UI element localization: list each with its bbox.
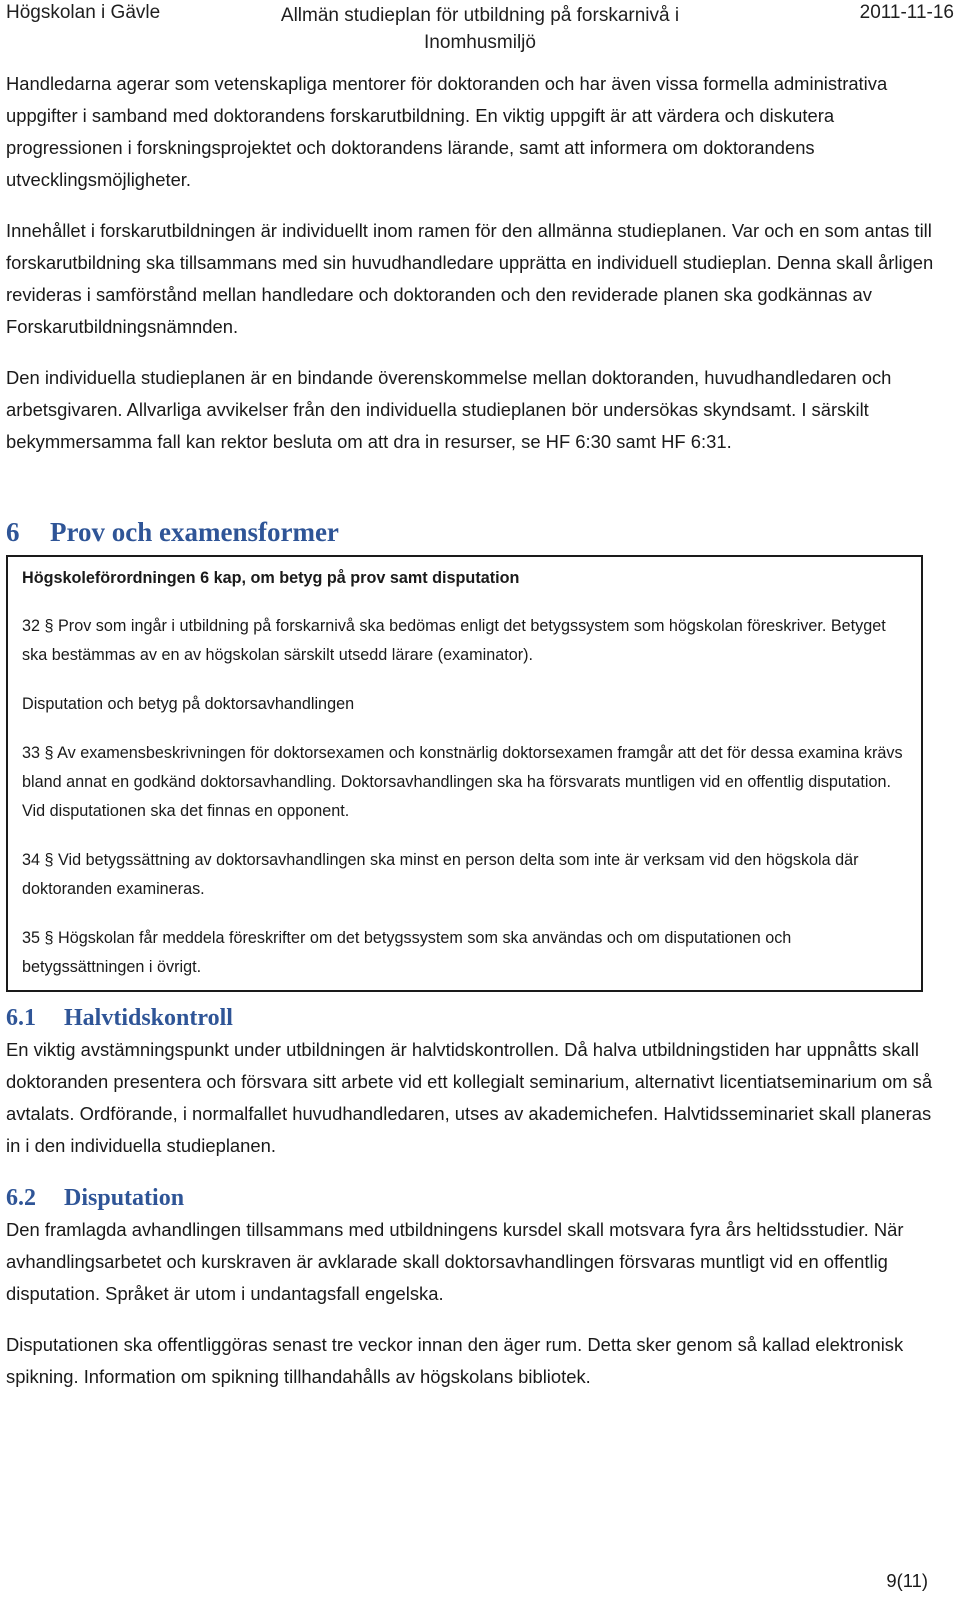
document-body <box>6 68 941 1412</box>
subsection-number: 6.2 <box>6 1185 36 1211</box>
header-document-title: Allmän studieplan för utbildning på forskarnivå i Inomhusmiljö <box>280 5 680 53</box>
body-paragraph: Den framlagda avhandlingen tillsammans med utbildningens kursdel skall motsvara fyra års heltidsstudier. När avhandlingsarbetet och kurskraven är avklarade skall doktorsavhandlingen försvaras muntligt vid en offentlig disputation. Språket är utom i undantagsfall engelska. <box>6 1219 904 1304</box>
regulation-subheading: Disputation och betyg på doktorsavhandlingen <box>22 695 355 713</box>
regulation-paragraph: 34 § Vid betygssättning av doktorsavhandlingen ska minst en person delta som inte är verksam vid den högskola där doktoranden examineras. <box>22 851 859 898</box>
page-number: 9(11) <box>886 1570 928 1591</box>
regulation-box <box>6 555 923 992</box>
regulation-paragraph: 33 § Av examensbeskrivningen för doktorsexamen och konstnärlig doktorsexamen framgår att det för dessa examina krävs bland annat en godkänd doktorsavhandling. Doktorsavhandlingen ska ha försvarats muntligen vid en offentlig disputation. Vid disputationen ska det finnas en opponent. <box>22 744 903 820</box>
intro-paragraph: Innehållet i forskarutbildningen är individuellt inom ramen för den allmänna studieplanen. Var och en som antas till forskarutbildning ska tillsammans med sin huvudhandledare upprätta en individuell studieplan. Denna skall årligen revideras i samförstånd mellan handledare och doktoranden och den reviderade planen ska godkännas av Forskarutbildningsnämnden. <box>6 220 934 337</box>
section-heading <box>6 514 941 550</box>
subsection-title: Disputation <box>64 1185 185 1211</box>
section-number: 6 <box>6 517 20 547</box>
page-header <box>0 0 960 56</box>
header-date: 2011-11-16 <box>859 2 954 23</box>
subsection-title: Halvtidskontroll <box>64 1005 233 1031</box>
body-paragraph: Disputationen ska offentliggöras senast tre veckor innan den äger rum. Detta sker genom så kallad elektronisk spikning. Information om spikning tillhandahålls av högskolans bibliotek. <box>6 1334 904 1387</box>
section-title: Prov och examensformer <box>50 517 339 547</box>
intro-paragraph: Den individuella studieplanen är en bindande överenskommelse mellan doktoranden, huvudhandledaren och arbetsgivaren. Allvarliga avvikelser från den individuella studieplanen bör undersökas skyndsamt. I särskilt bekymmersamma fall kan rektor besluta om att dra in resurser, se HF 6:30 samt HF 6:31. <box>6 367 892 452</box>
regulation-paragraph: 32 § Prov som ingår i utbildning på forskarnivå ska bedömas enligt det betygssystem som högskolan föreskriver. Betyget ska bestämmas av en av högskolan särskilt utsedd lärare (examinator). <box>22 617 886 664</box>
body-paragraph: En viktig avstämningspunkt under utbildningen är halvtidskontrollen. Då halva utbildningstiden har uppnåtts skall doktoranden presentera och försvara sitt arbete vid ett kollegialt seminarium, alternativt licentiatseminarium om så avtalats. Ordförande, i normalfallet huvudhandledaren, utses av akademichefen. Halvtidsseminariet skall planeras in i den individuella studieplanen. <box>6 1039 933 1156</box>
subsection-heading-disputation <box>6 1182 941 1214</box>
regulation-paragraph: 35 § Högskolan får meddela föreskrifter om det betygssystem som ska användas och om disputationen och betygssättningen i övrigt. <box>22 929 792 976</box>
subsection-number: 6.1 <box>6 1005 36 1031</box>
subsection-heading-halvtidskontroll <box>6 1002 941 1034</box>
regulation-box-title: Högskoleförordningen 6 kap, om betyg på prov samt disputation <box>22 569 520 587</box>
intro-paragraph: Handledarna agerar som vetenskapliga mentorer för doktoranden och har även vissa formella administrativa uppgifter i samband med doktorandens forskarutbildning. En viktig uppgift är att värdera och diskutera progressionen i forskningsprojektet och doktorandens lärande, samt att informera om doktorandens utvecklingsmöjligheter. <box>6 73 888 190</box>
header-institution: Högskolan i Gävle <box>6 2 161 23</box>
